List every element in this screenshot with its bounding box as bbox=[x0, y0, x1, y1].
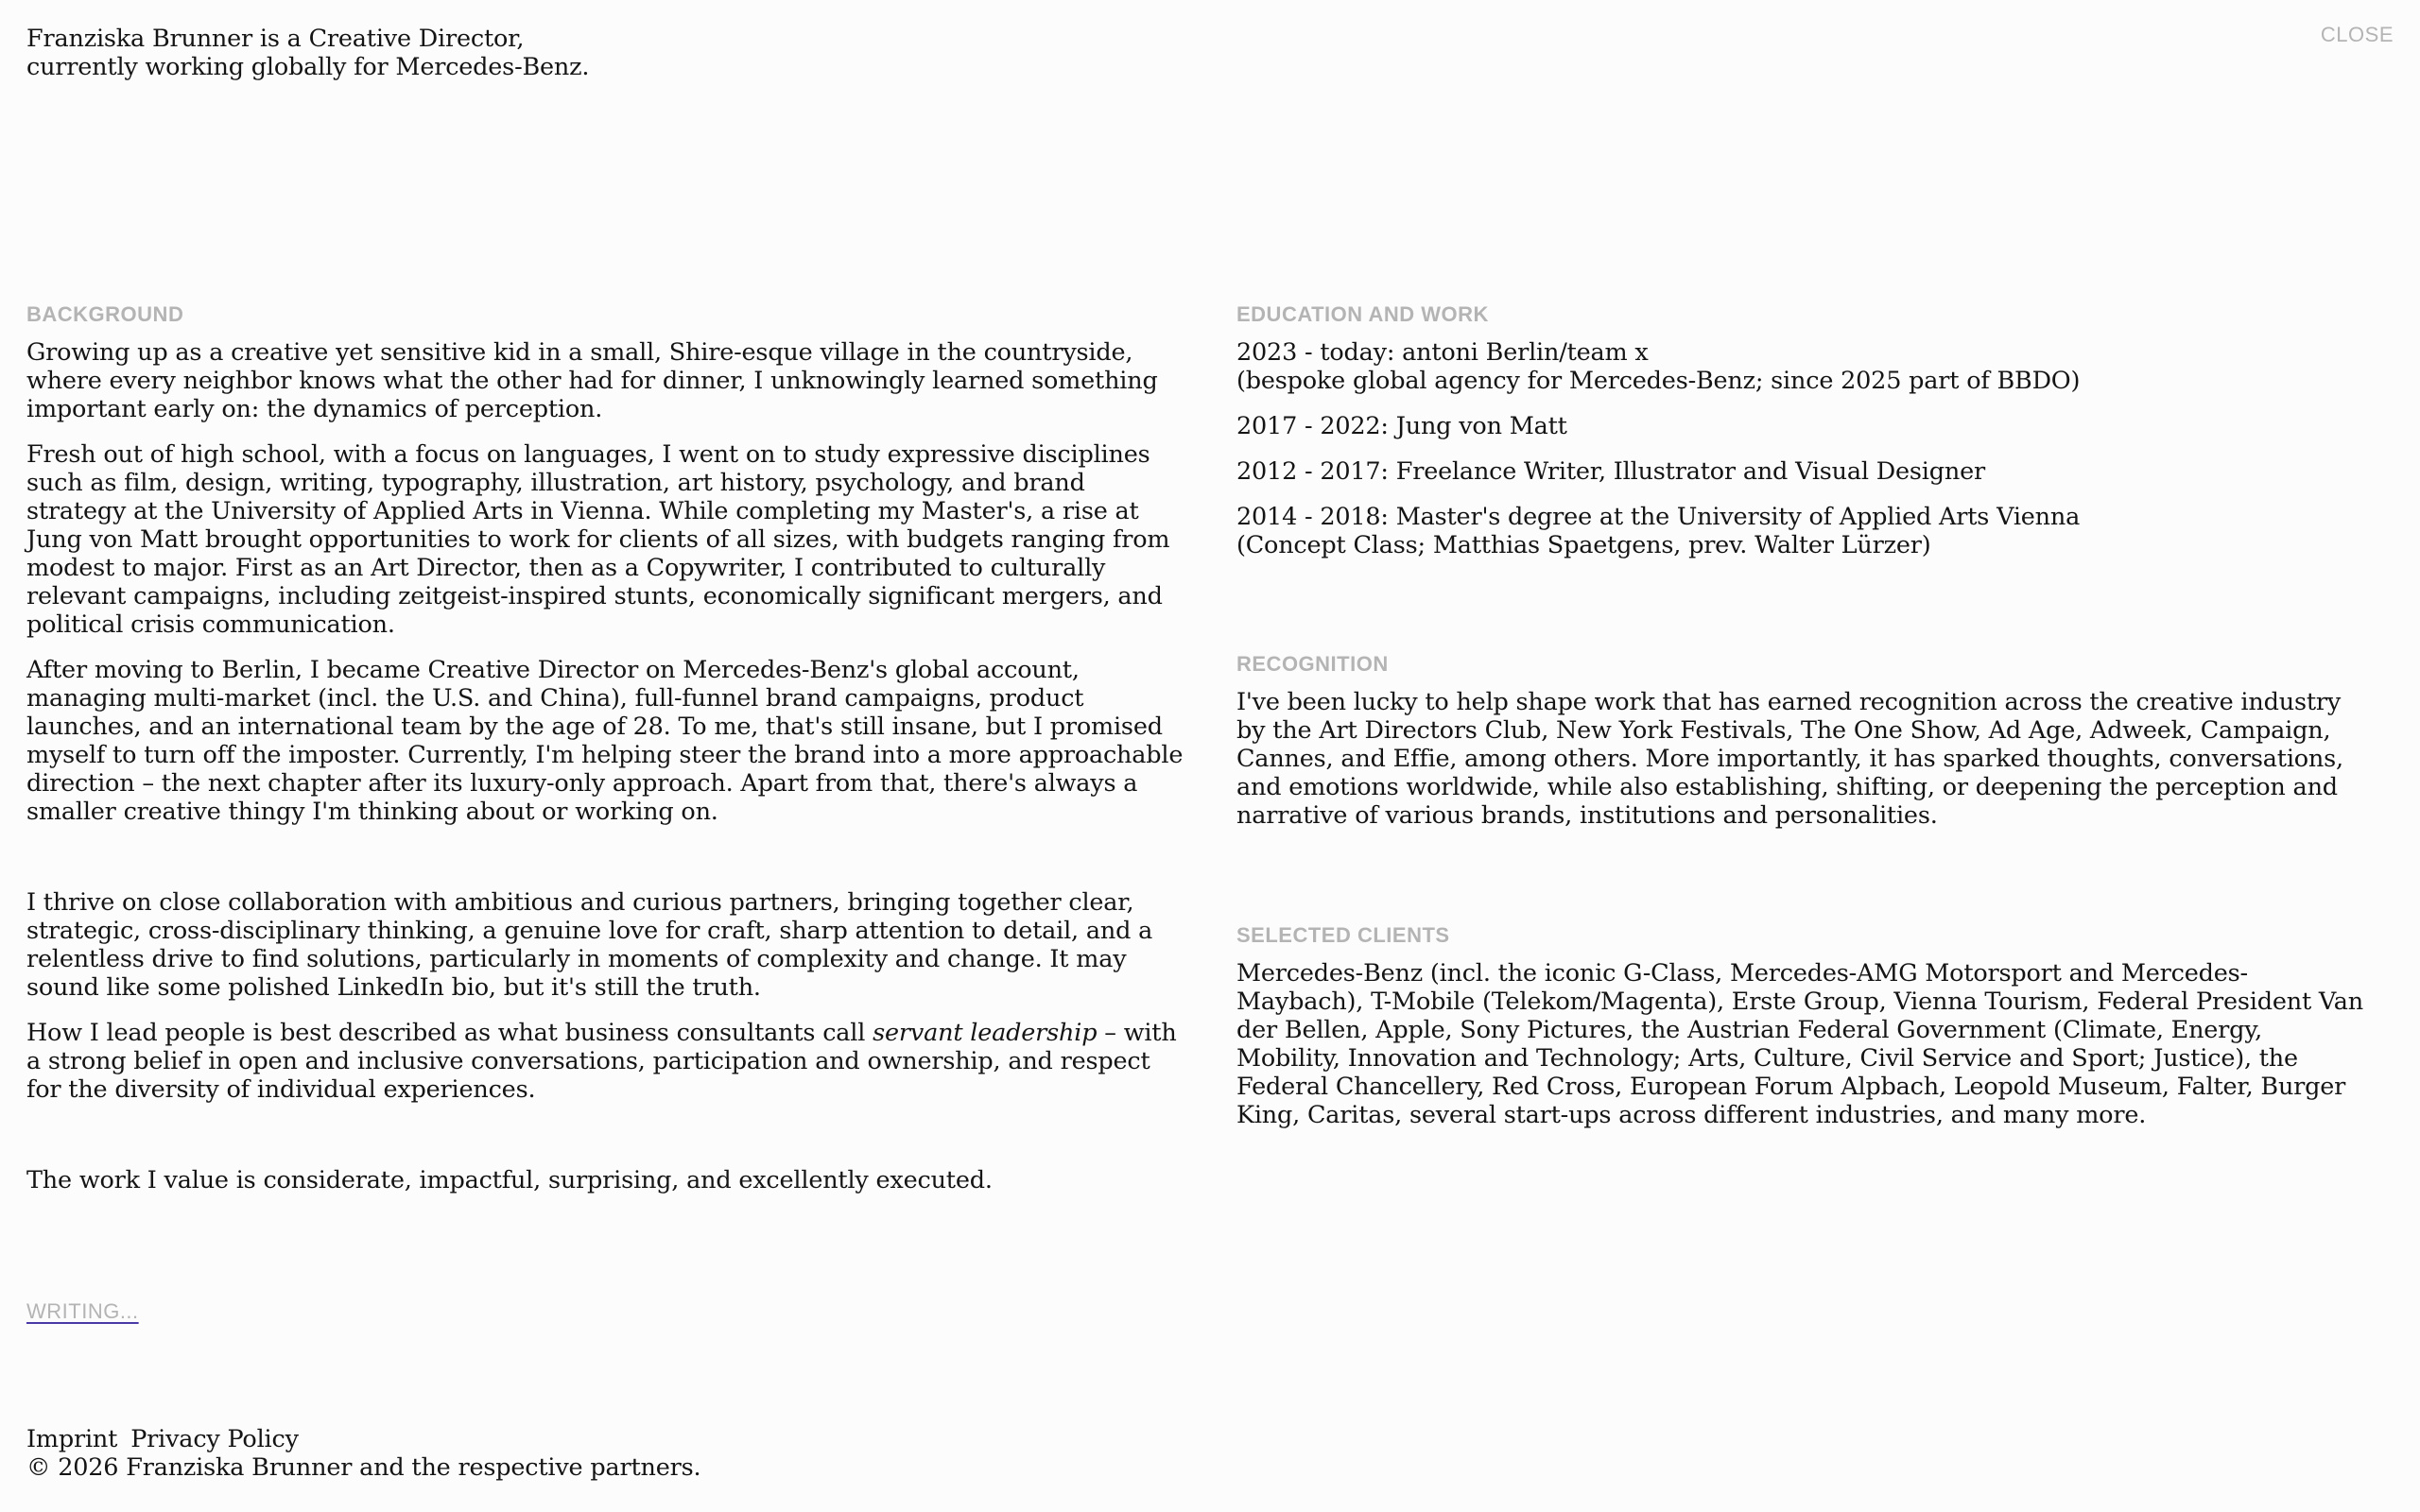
close-button[interactable]: CLOSE bbox=[2320, 23, 2394, 46]
leadership-text-pre: How I lead people is best described as what business consultants call bbox=[26, 1019, 873, 1047]
background-paragraph-6: The work I value is considerate, impactful, surprising, and excellently executed. bbox=[26, 1166, 993, 1194]
footer bbox=[26, 1425, 1161, 1482]
recognition-section bbox=[1236, 652, 2371, 830]
copyright-text: © 2026 Franziska Brunner and the respective partners. bbox=[26, 1453, 701, 1482]
writing-link[interactable]: WRITING... bbox=[26, 1299, 139, 1323]
privacy-policy-link[interactable]: Privacy Policy bbox=[130, 1425, 299, 1453]
education-item: 2012 - 2017: Freelance Writer, Illustrator and Visual Designer bbox=[1236, 457, 1985, 486]
background-paragraph-1: Growing up as a creative yet sensitive kid in a small, Shire-esque village in the countryside, where every neighbor knows what the other had for dinner, I unknowingly learned something important early on: the dynamics of perception. bbox=[26, 338, 1158, 423]
intro-line-2: currently working globally for Mercedes-Benz. bbox=[26, 53, 590, 81]
footer-links bbox=[26, 1425, 1161, 1453]
intro-line-1: Franziska Brunner is a Creative Director, bbox=[26, 25, 525, 53]
right-column bbox=[1236, 302, 2371, 1129]
education-section bbox=[1236, 302, 2371, 559]
leadership-text-post: – with a strong belief in open and inclusive conversations, participation and ownership, and respect for the diversity of individual experiences. bbox=[26, 1019, 1177, 1104]
education-heading: EDUCATION AND WORK bbox=[1236, 302, 1489, 326]
background-paragraph-5 bbox=[26, 1019, 1189, 1104]
clients-heading: SELECTED CLIENTS bbox=[1236, 923, 1450, 947]
background-paragraph-3: After moving to Berlin, I became Creative Director on Mercedes-Benz's global account, managing multi-market (incl. the U.S. and China), full-funnel brand campaigns, product launches, and an international team by the age of 28. To me, that's still insane, but I promised myself to turn off the imposter. Currently, I'm helping steer the brand into a more approachable direction – the next chapter after its luxury-only approach. Apart from that, there's always a smaller creative thingy I'm thinking about or working on. bbox=[26, 656, 1184, 826]
clients-section bbox=[1236, 923, 2371, 1129]
background-heading: BACKGROUND bbox=[26, 302, 184, 326]
background-paragraph-2: Fresh out of high school, with a focus on languages, I went on to study expressive disciplines such as film, design, writing, typography, illustration, art history, psychology, and brand strategy at the University of Applied Arts in Vienna. While completing my Master's, a rise at Jung von Matt brought opportunities to work for clients of all sizes, with budgets ranging from modest to major. First as an Art Director, then as a Copywriter, I contributed to culturally relevant campaigns, including zeitgeist-inspired stunts, economically significant mergers, and political crisis communication. bbox=[26, 440, 1170, 639]
imprint-link[interactable]: Imprint bbox=[26, 1425, 118, 1453]
left-column bbox=[26, 302, 1189, 1211]
servant-leadership-emphasis: servant leadership bbox=[873, 1019, 1098, 1047]
recognition-heading: RECOGNITION bbox=[1236, 652, 1389, 676]
education-item: 2023 - today: antoni Berlin/team x (bespoke global agency for Mercedes-Benz; since 2025 part of BBDO) bbox=[1236, 338, 2081, 395]
intro-block bbox=[26, 25, 972, 81]
clients-text: Mercedes-Benz (incl. the iconic G-Class, Mercedes-AMG Motorsport and Mercedes-Maybach), T-Mobile (Telekom/Magenta), Erste Group, Vienna Tourism, Federal President Van der Bellen, Apple, Sony Pictures, the Austrian Federal Government (Climate, Energy, Mobility, Innovation and Technology; Arts, Culture, Civil Service and Sport; Justice), the Federal Chancellery, Red Cross, European Forum Alpbach, Leopold Museum, Falter, Burger King, Caritas, several start-ups across different industries, and many more. bbox=[1236, 959, 2364, 1129]
recognition-text: I've been lucky to help shape work that has earned recognition across the creative industry by the Art Directors Club, New York Festivals, The One Show, Ad Age, Adweek, Campaign, Cannes, and Effie, among others. More importantly, it has sparked thoughts, conversations, and emotions worldwide, while also establishing, shifting, or deepening the perception and narrative of various brands, institutions and personalities. bbox=[1236, 688, 2343, 830]
education-item: 2017 - 2022: Jung von Matt bbox=[1236, 412, 1567, 440]
education-item: 2014 - 2018: Master's degree at the University of Applied Arts Vienna (Concept Class; Matthias Spaetgens, prev. Walter Lürzer) bbox=[1236, 503, 2081, 559]
background-paragraph-4: I thrive on close collaboration with ambitious and curious partners, bringing together clear, strategic, cross-disciplinary thinking, a genuine love for craft, sharp attention to detail, and a relentless drive to find solutions, particularly in moments of complexity and change. It may sound like some polished LinkedIn bio, but it's still the truth. bbox=[26, 888, 1153, 1002]
